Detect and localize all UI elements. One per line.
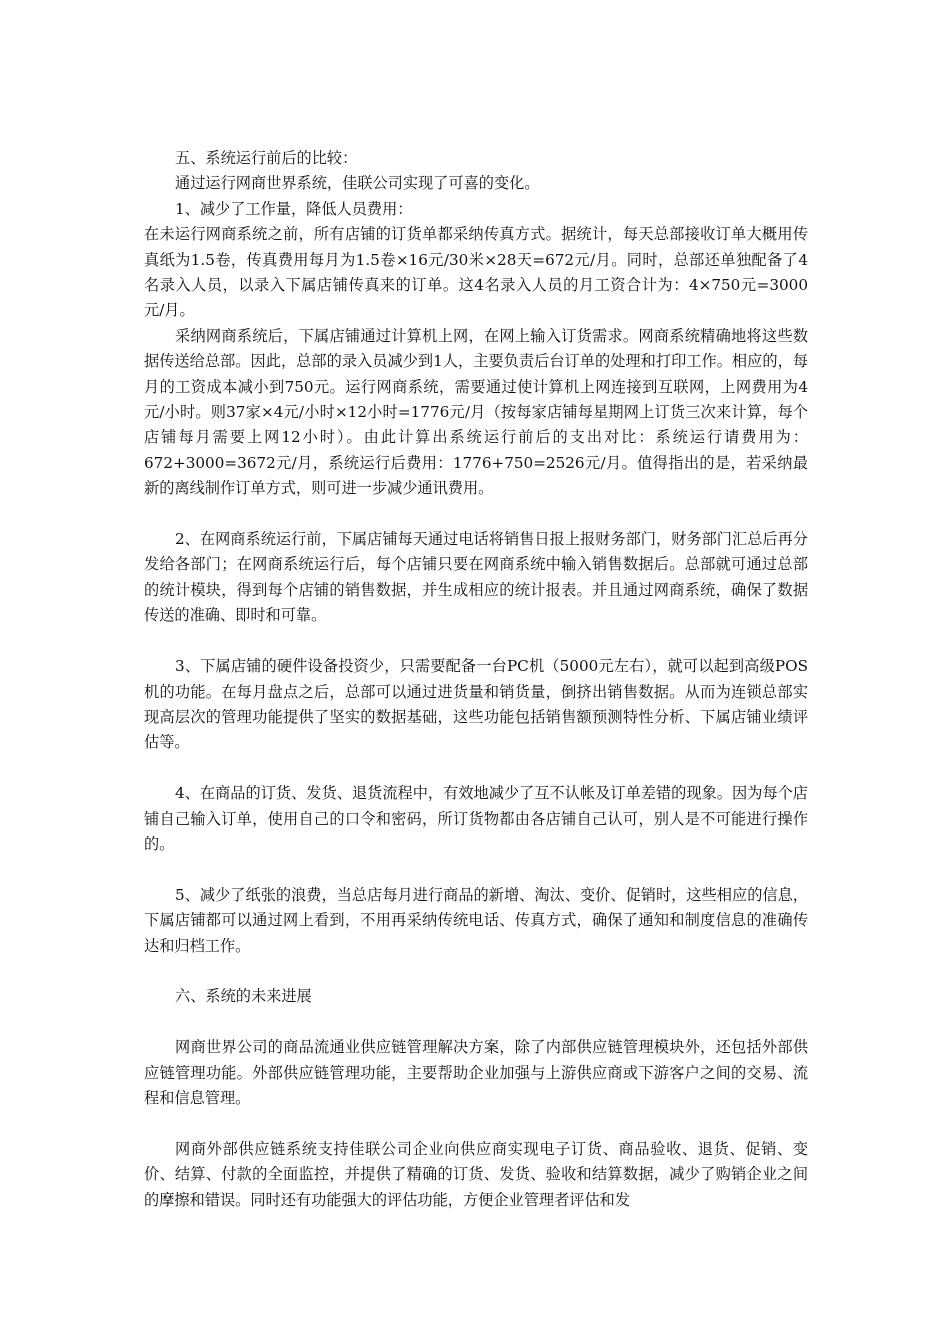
- section5-heading: 五、系统运行前后的比较：: [175, 149, 358, 167]
- item5-paragraph: 5、减少了纸张的浪费，当总店每月进行商品的新增、淘汰、变价、促销时，这些相应的信息，下属店铺都可以通过网上看到，不用再采纳传统电话、传真方式，确保了通知和制度信息的准确传达和归档工作。: [144, 885, 808, 955]
- section6-heading: 六、系统的未来进展: [175, 987, 312, 1006]
- spacer: [144, 959, 808, 984]
- item1-paragraph-2: 采纳网商系统后，下属店铺通过计算机上网，在网上输入订货需求。网商系统精确地将这些数据传送给总部。因此，总部的录入员减少到1人，主要负责后台订单的处理和打印工作。相应的，每月的工资成本减小到750元。运行网商系统，需要通过使计算机上网连接到互联网，上网费用为4元/小时。则37家×4元/小时×12小时=1776元/月（按每家店铺每星期网上订货三次来计算，每个店铺每月需要上网12小时）。由此计算出系统运行前后的支出对比：系统运行请费用为：672+3000=3672元/月，系统运行后费用：1776+750=2526元/月。值得指出的是，若采纳最新的离线制作订单方式，则可进一步减少通讯费用。: [144, 326, 808, 498]
- item4-paragraph: 4、在商品的订货、发货、退货流程中，有效地减少了互不认帐及订单差错的现象。因为每个店铺自己输入订单，使用自己的口令和密码，所订货物都由各店铺自己认可，别人是不可能进行操作的。: [144, 784, 808, 853]
- item1-paragraph-1: 在未运行网商系统之前，所有店铺的订货单都采纳传真方式。据统计，每天总部接收订单大概用传真纸为1.5卷，传真费用每月为1.5卷×16元/30米×28天=672元/月。同时，总部还单独配备了4名录入人员，以录入下属店铺传真来的订单。这4名录入人员的月工资合计为：4×750元=3000元/月。: [144, 225, 808, 320]
- section6-paragraph-2: 网商外部供应链系统支持佳联公司企业向供应商实现电子订货、商品验收、退货、促销、变价、结算、付款的全面监控，并提供了精确的订货、发货、验收和结算数据，减少了购销企业之间的摩擦和错误。同时还有功能强大的评估功能，方便企业管理者评估和发: [144, 1139, 808, 1209]
- item3-paragraph: 3、下属店铺的硬件设备投资少，只需要配备一台PC机（5000元左右），就可以起到高级POS机的功能。在每月盘点之后，总部可以通过进货量和销货量，倒挤出销售数据。从而为连锁总部实现高层次的管理功能提供了坚实的数据基础，这些功能包括销售额预测特性分析、下属店铺业绩评估等。: [144, 657, 808, 752]
- spacer: [144, 1111, 808, 1136]
- spacer: [144, 629, 808, 654]
- spacer: [144, 1010, 808, 1035]
- spacer: [144, 857, 808, 882]
- item2-paragraph: 2、在网商系统运行前，下属店铺每天通过电话将销售日报上报财务部门，财务部门汇总后再分发给各部门；在网商系统运行后，每个店铺只要在网商系统中输入销售数据后。总部就可通过总部的统计模块，得到每个店铺的销售数据，并生成相应的统计报表。并且通过网商系统，确保了数据传送的准确、即时和可靠。: [144, 530, 808, 625]
- section5-intro: 通过运行网商世界系统，佳联公司实现了可喜的变化。: [175, 174, 540, 193]
- section6-paragraph-1: 网商世界公司的商品流通业供应链管理解决方案，除了内部供应链管理模块外，还包括外部供应链管理功能。外部供应链管理功能，主要帮助企业加强与上游供应商或下游客户之间的交易、流程和信息管理。: [144, 1038, 808, 1107]
- document-page: [144, 146, 808, 1213]
- spacer: [144, 502, 808, 527]
- item1-heading: 1、减少了工作量，降低人员费用：: [175, 199, 413, 218]
- spacer: [144, 756, 808, 781]
